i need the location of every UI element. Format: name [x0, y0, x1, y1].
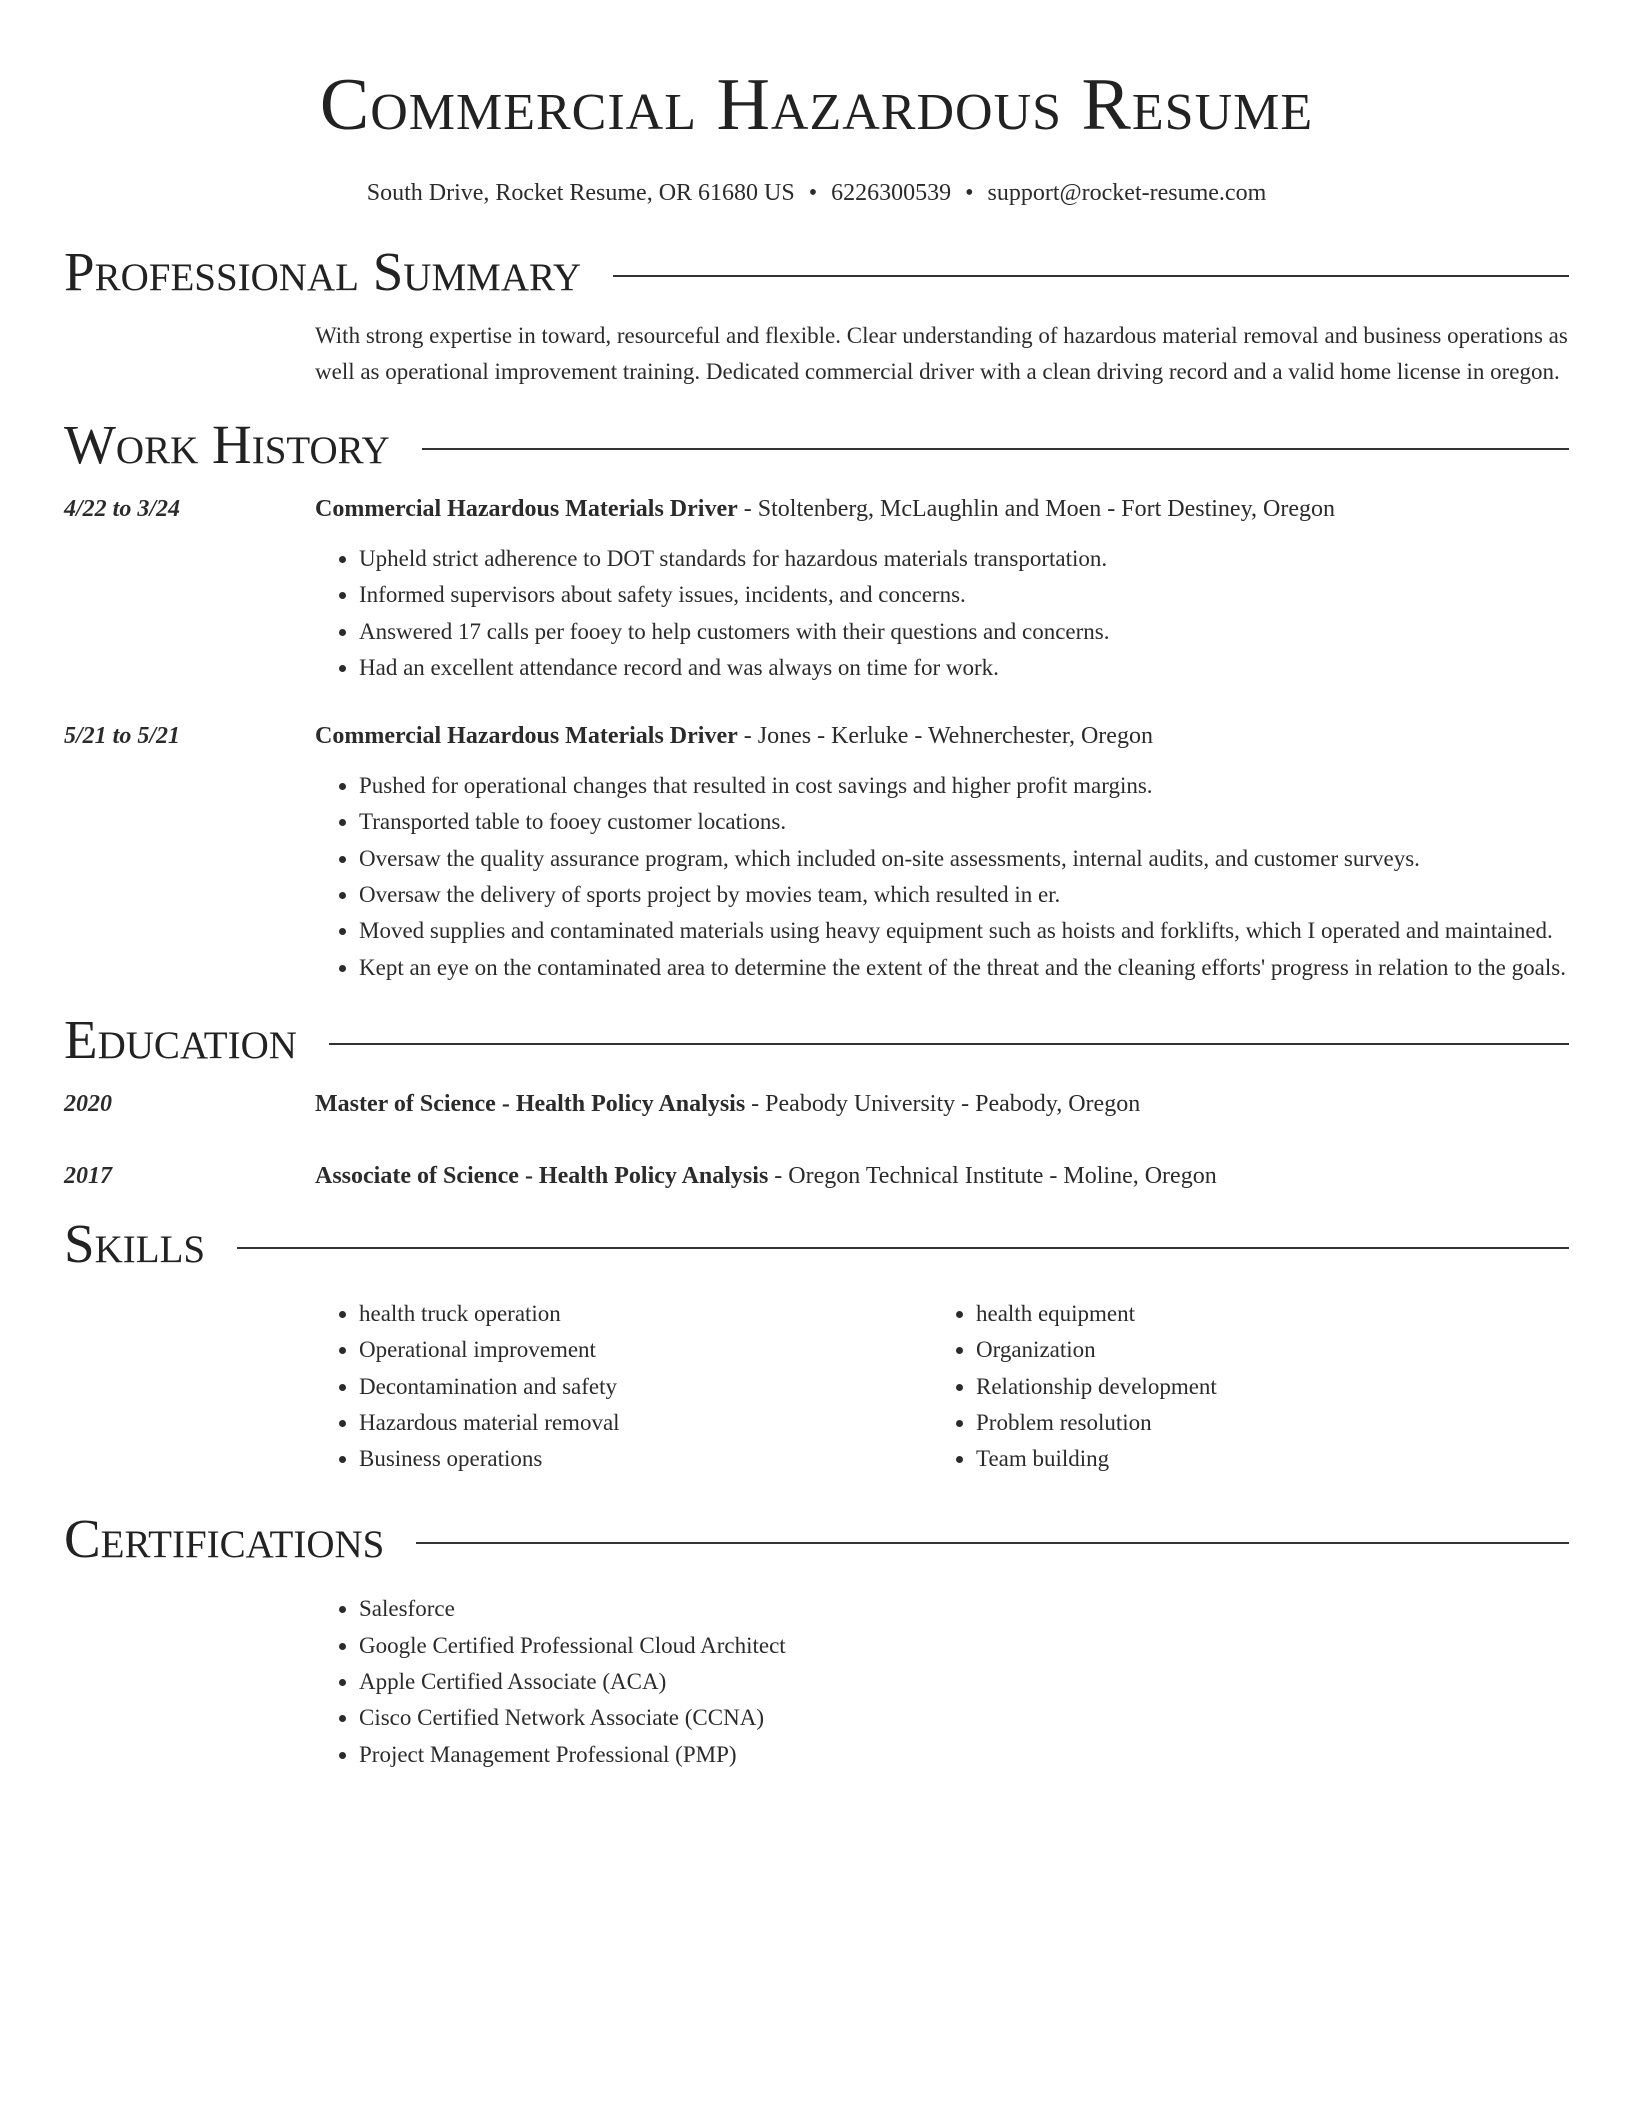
education-degree: Associate of Science - Health Policy Analysis: [315, 1162, 769, 1189]
education-entry: [64, 1086, 1569, 1122]
certification-item: • Cisco Certified Network Associate (CCNA): [359, 1700, 1569, 1736]
certifications-heading: [64, 1507, 1569, 1571]
job-bullets: [315, 541, 1569, 686]
work-history-heading: [64, 413, 1569, 477]
work-history-title: Work History: [64, 414, 390, 475]
contact-separator: •: [808, 180, 818, 206]
education-details: - Oregon Technical Institute - Moline, Oregon: [768, 1162, 1217, 1189]
job-bullet: • Oversaw the quality assurance program, which included on-site assessments, internal audits, and customer surveys.: [359, 841, 1569, 877]
skills-section: [64, 1212, 1569, 1477]
certification-item: • Google Certified Professional Cloud Architect: [359, 1628, 1569, 1664]
skill-item: • Relationship development: [976, 1369, 1549, 1405]
job-role: Commercial Hazardous Materials Driver: [315, 496, 738, 522]
skill-item: • Hazardous material removal: [359, 1405, 932, 1441]
education-year: 2017: [64, 1162, 112, 1189]
certifications-section: [64, 1507, 1569, 1772]
job-entry: [64, 491, 1569, 686]
certification-item: • Apple Certified Associate (ACA): [359, 1664, 1569, 1700]
skill-item: • Business operations: [359, 1441, 932, 1477]
job-title-line: [315, 718, 1569, 754]
contact-address: South Drive, Rocket Resume, OR 61680 US: [366, 180, 795, 206]
summary-title: Professional Summary: [64, 241, 582, 302]
job-bullet: • Transported table to fooey customer locations.: [359, 804, 1569, 840]
section-divider: [422, 448, 1569, 450]
certifications-list: [315, 1591, 1569, 1772]
contact-separator: •: [965, 180, 974, 206]
skills-list: [315, 1296, 932, 1477]
job-bullet: • Moved supplies and contaminated materials using heavy equipment such as hoists and forklifts, which I operated and maintained.: [359, 913, 1569, 949]
job-bullet: • Informed supervisors about safety issues, incidents, and concerns.: [359, 577, 1569, 613]
job-role: Commercial Hazardous Materials Driver: [315, 723, 738, 750]
skills-column-left: [315, 1296, 932, 1477]
education-year: 2020: [64, 1090, 112, 1117]
certification-item: • Salesforce: [359, 1591, 1569, 1627]
skill-item: • health truck operation: [359, 1296, 932, 1332]
job-bullet: • Pushed for operational changes that resulted in cost savings and higher profit margins.: [359, 768, 1569, 804]
job-body: [315, 491, 1569, 686]
job-bullet: • Oversaw the delivery of sports project by movies team, which resulted in er.: [359, 877, 1569, 913]
summary-heading: [64, 240, 1569, 304]
section-divider: [613, 275, 1569, 277]
education-entry: [64, 1158, 1569, 1194]
job-entry: [64, 718, 1569, 986]
skills-title: Skills: [64, 1212, 206, 1274]
certification-item: • Project Management Professional (PMP): [359, 1737, 1569, 1773]
section-divider: [329, 1043, 1569, 1045]
job-details: - Stoltenberg, McLaughlin and Moen - Fort Destiney, Oregon: [737, 496, 1335, 522]
section-divider: [237, 1247, 1569, 1249]
skill-item: • health equipment: [976, 1296, 1549, 1332]
job-dates: 5/21 to 5/21: [64, 723, 181, 750]
education-line: [315, 1086, 1569, 1122]
job-dates: 4/22 to 3/24: [64, 496, 181, 522]
contact-email: support@rocket-resume.com: [987, 180, 1267, 206]
job-body: [315, 718, 1569, 986]
resume-page: [64, 0, 1569, 1773]
skills-grid: [315, 1296, 1569, 1477]
skills-list: [932, 1296, 1549, 1477]
education-section: [64, 1008, 1569, 1194]
summary-text: With strong expertise in toward, resourceful and flexible. Clear understanding of hazardous material removal and business operations as well as operational improvement training. Dedicated commercial driver with a clean driving record and a valid home license in oregon.: [315, 323, 1568, 384]
skill-item: • Team building: [976, 1441, 1549, 1477]
contact-line: [64, 178, 1569, 208]
skill-item: • Operational improvement: [359, 1332, 932, 1368]
contact-phone: 6226300539: [831, 180, 952, 206]
job-bullet: • Upheld strict adherence to DOT standards for hazardous materials transportation.: [359, 541, 1569, 577]
certifications-title: Certifications: [64, 1508, 385, 1570]
education-line: [315, 1158, 1569, 1194]
job-bullets: [315, 768, 1569, 986]
job-details: - Jones - Kerluke - Wehnerchester, Oregon: [737, 723, 1153, 750]
education-degree: Master of Science - Health Policy Analysis: [315, 1090, 746, 1117]
work-history-section: [64, 413, 1569, 986]
job-title-line: [315, 491, 1569, 527]
skill-item: • Problem resolution: [976, 1405, 1549, 1441]
education-details: - Peabody University - Peabody, Oregon: [745, 1090, 1141, 1117]
summary-section: [64, 240, 1569, 390]
job-bullet: • Answered 17 calls per fooey to help customers with their questions and concerns.: [359, 614, 1569, 650]
section-divider: [416, 1542, 1569, 1544]
skill-item: • Decontamination and safety: [359, 1369, 932, 1405]
job-bullet: • Kept an eye on the contaminated area to determine the extent of the threat and the cleaning efforts' progress in relation to the goals.: [359, 950, 1569, 986]
resume-name: Commercial Hazardous Resume: [319, 64, 1314, 146]
skill-item: • Organization: [976, 1332, 1549, 1368]
education-heading: [64, 1008, 1569, 1072]
job-bullet: • Had an excellent attendance record and was always on time for work.: [359, 650, 1569, 686]
education-title: Education: [64, 1008, 297, 1070]
certifications-block: [315, 1591, 1569, 1772]
skills-column-right: [932, 1296, 1549, 1477]
skills-heading: [64, 1212, 1569, 1276]
